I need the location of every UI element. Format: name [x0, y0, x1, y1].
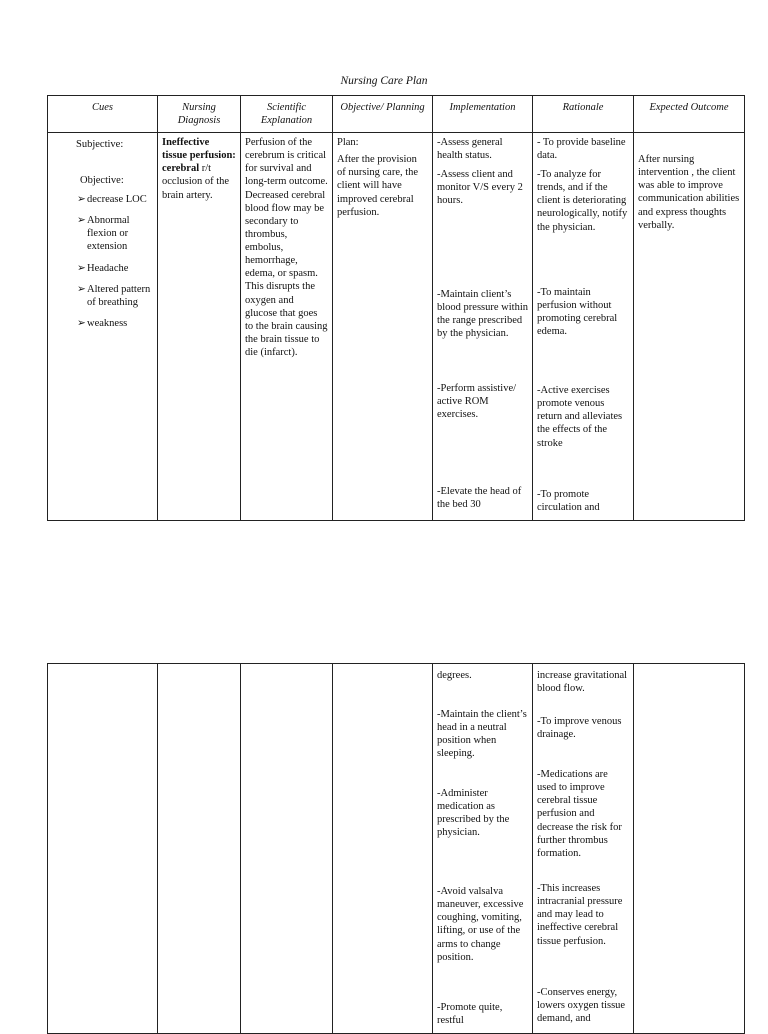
list-item: -Avoid valsalva maneuver, excessive coughing, vomiting, lifting, or use of the arms to change position.: [437, 886, 524, 963]
explanation-cell: [241, 133, 333, 521]
list-item: -Maintain the client’s head in a neutral position when sleeping.: [437, 709, 527, 760]
list-item: ➢ decrease LOC: [77, 194, 147, 205]
list-item: -To analyze for trends, and if the client is deteriorating neurologically, notify the physician.: [537, 169, 628, 233]
list-item: -Maintain client’s blood pressure within the range prescribed by the physician.: [437, 289, 528, 340]
header-outcome: Expected Outcome: [634, 96, 745, 133]
list-item: increase gravitational blood flow.: [537, 670, 628, 695]
arrow-bullet-icon: ➢: [77, 262, 86, 274]
list-item: -Perform assistive/ active ROM exercises.: [437, 383, 517, 421]
header-rationale: Rationale: [533, 96, 634, 133]
arrow-bullet-icon: ➢: [77, 215, 86, 227]
list-item: ➢ Headache: [77, 262, 129, 274]
care-plan-table-page-1: [47, 95, 745, 521]
list-item: -To maintain perfusion without promoting cerebral edema.: [537, 287, 618, 338]
list-item: -Conserves energy, lowers oxygen tissue demand, and: [537, 987, 626, 1025]
diagnosis-bold: Ineffective tissue perfusion: cerebral: [162, 137, 236, 175]
header-diagnosis: Nursing Diagnosis: [158, 96, 241, 133]
header-cues: Cues: [48, 96, 158, 133]
table-row: [48, 664, 745, 1034]
cues-cell-empty: [48, 664, 158, 1034]
outcome-cell-empty: [634, 664, 745, 1034]
list-item: -Elevate the head of the bed 30: [437, 486, 522, 511]
subjective-label: Subjective:: [76, 139, 124, 150]
list-item: ➢ Abnormal flexion or extension: [77, 215, 130, 253]
arrow-bullet-icon: ➢: [77, 283, 86, 295]
plan-label: Plan:: [337, 137, 359, 148]
page-title: Nursing Care Plan: [340, 75, 428, 87]
list-item: -Assess client and monitor V/S every 2 hours.: [437, 169, 523, 207]
header-objective: Objective/ Planning: [333, 96, 433, 133]
diagnosis-cell-empty: [158, 664, 241, 1034]
list-item: -To promote circulation and: [537, 489, 600, 514]
list-item: -Active exercises promote venous return and alleviates the effects of the stroke: [537, 385, 623, 449]
objective-text: After the provision of nursing care, the client will have improved cerebral perfusion.: [337, 154, 419, 218]
outcome-text: After nursing intervention , the client was able to improve communication abilities and express thoughts verbally.: [638, 154, 740, 231]
outcome-cell: [634, 133, 745, 521]
diagnosis-text: [162, 136, 236, 202]
diagnosis-rest: r/t occlusion of the brain artery.: [162, 163, 230, 201]
implementation-cell: [433, 664, 533, 1034]
header-explanation: Scientific Explanation: [241, 96, 333, 133]
list-item: -Assess general health status.: [437, 137, 503, 162]
cues-cell: [48, 133, 158, 521]
rationale-cell: [533, 133, 634, 521]
implementation-cell: [433, 133, 533, 521]
arrow-bullet-icon: ➢: [77, 194, 86, 205]
explanation-text: Perfusion of the cerebrum is critical for survival and long-term outcome. Decreased cerebral blood flow may be secondary to thrombus, embolus, hemorrhage, edema, or spasm. This disrupts the oxygen and glucose that goes to the brain causing the brain tissue to die (infarct).: [245, 137, 328, 358]
header-row: [48, 96, 745, 133]
arrow-bullet-icon: ➢: [77, 317, 86, 329]
list-item: ➢ weakness: [77, 317, 128, 329]
objective-cell-empty: [333, 664, 433, 1034]
cue-list: [52, 193, 153, 330]
header-implementation: Implementation: [433, 96, 533, 133]
objective-label: Objective:: [80, 175, 124, 186]
list-item: ➢ Altered pattern of breathing: [77, 283, 151, 308]
list-item: -Administer medication as prescribed by the physician.: [437, 788, 510, 839]
list-item: -Promote quite, restful: [437, 1002, 503, 1027]
rationale-cell: [533, 664, 634, 1034]
explanation-cell-empty: [241, 664, 333, 1034]
care-plan-table-page-2: [47, 663, 745, 1034]
list-item: -Medications are used to improve cerebral tissue perfusion and decrease the risk for further thrombus formation.: [537, 769, 622, 859]
list-item: - To provide baseline data.: [537, 137, 626, 162]
list-item: -To improve venous drainage.: [537, 716, 622, 741]
diagnosis-cell: [158, 133, 241, 521]
table-row: [48, 133, 745, 521]
list-item: -This increases intracranial pressure and may lead to ineffective cerebral tissue perfusion.: [537, 883, 623, 947]
list-item: degrees.: [437, 670, 472, 681]
objective-cell: [333, 133, 433, 521]
